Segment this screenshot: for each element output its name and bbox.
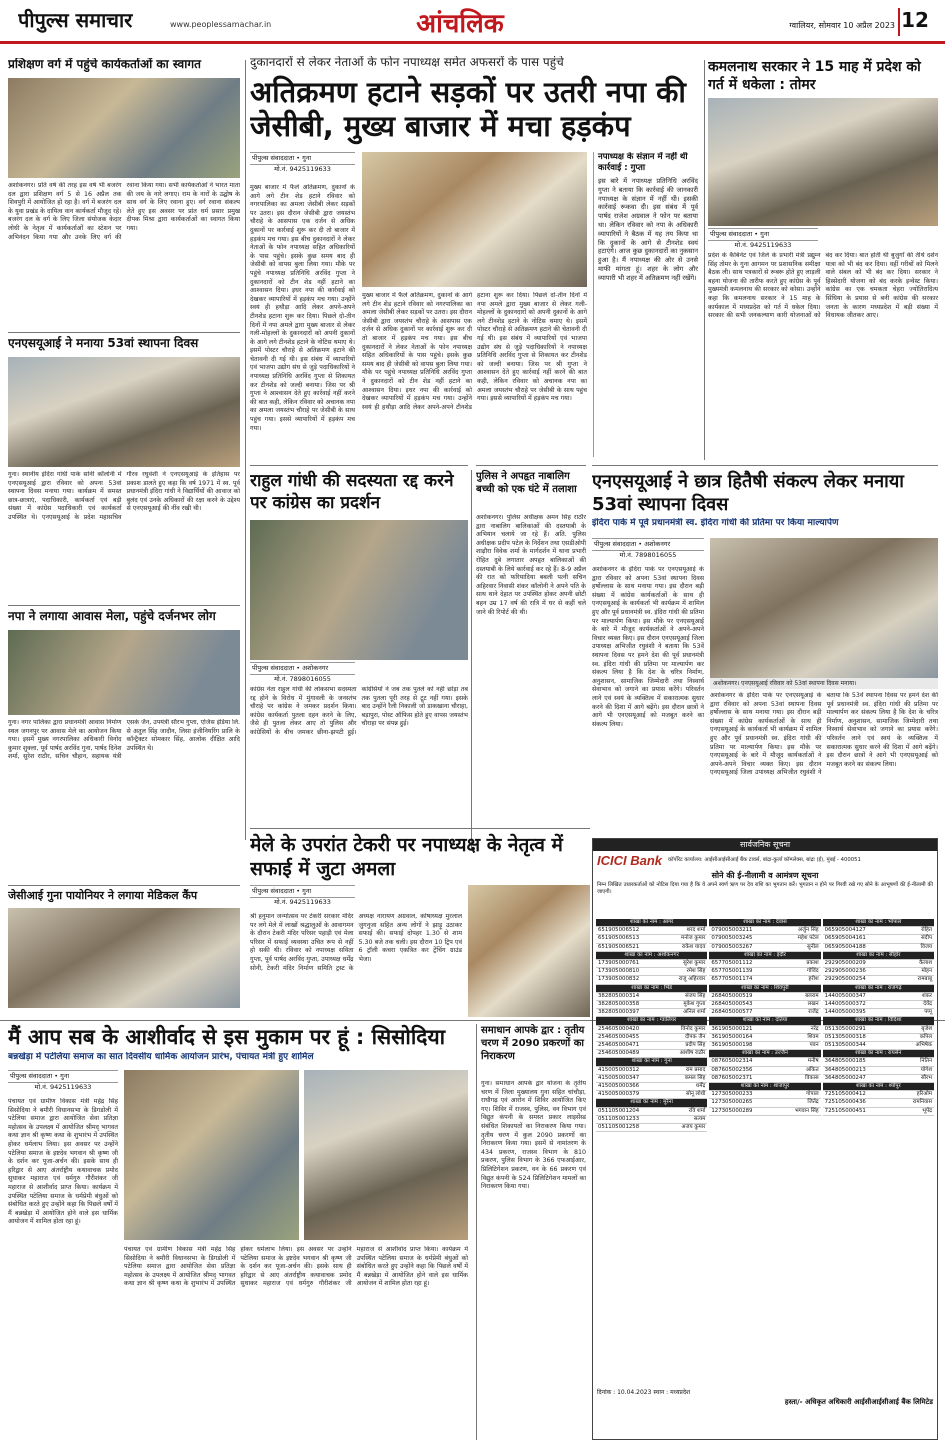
account-number: 651905006512	[598, 927, 640, 934]
borrower-name: मनोज कुमार	[681, 935, 706, 942]
account-number: 051105001233	[598, 1115, 640, 1122]
notice-branch-heading: शाखा का नाम : भिंड	[596, 985, 707, 993]
notice-intro: निम्न लिखित उधारकर्ताओं को नोटिस दिया गया है कि वे अपने स्वर्ण ऋण पर देय राशि का भुगतान करें। भुगतान न होने पर गिरवी रखे गए सोने के आभूषणों की ई-नीलामी की जाएगी।	[597, 882, 933, 895]
notice-row	[709, 1099, 820, 1107]
account-number: 173905000761	[598, 960, 640, 967]
awas-photo	[8, 630, 240, 715]
cleanup-photo	[468, 885, 590, 1017]
protest-photo	[250, 520, 468, 660]
lead-kicker: दुकानदारों से लेकर नेताओं के फोन नपाध्यक्ष समेत अफसरों के पास पहुंचे	[250, 56, 564, 69]
borrower-name: रामबाबू	[917, 976, 932, 983]
borrower-name: रामनिवास	[912, 1099, 932, 1106]
notice-row	[823, 1001, 934, 1009]
notice-row	[709, 944, 820, 952]
icici-notice	[592, 838, 938, 1440]
article-body: श्री हनुमान जन्मोत्सव पर टेकरी सरकार मंदिर पर लगे मेले में लाखों श्रद्धालुओं के आवागमन के दौरान टेकरी मंदिर परिसर पहाड़ी एवं मेला परिसर में सफाई व्यवस्था उचित रूप से नहीं हो सकी थी। रविवार को नपाध्यक्ष सविता गुप्ता, पूर्व पार्षद अरविंद गुप्ता, उपाध्यक्ष धर्मेंद्र सोनी, टेकरी मंदिर निर्माण समिति ट्रस्ट के अध्यक्ष नारायण अग्रवाल, कोषाध्यक्ष मुरलाल जुगनुजा सहित अन्य लोगों ने झाड़ू उठाकर सफाई की। सफाई दोपहर 1.30 से शाम 5.30 बजे तक चली। इस दौरान 10 ट्रिप एवं 6 ट्रॉली कचरा एकत्रित कर ट्रेंचिंग ग्राउंड भेजा।	[250, 913, 462, 972]
borrower-name: दीपक जैन	[685, 1033, 706, 1040]
account-number: 051305000344	[824, 1042, 866, 1049]
article-police	[476, 465, 586, 825]
account-number: 254605000420	[598, 1025, 640, 1032]
article-sisodiya	[8, 1024, 468, 1440]
borrower-name: राम प्रसाद	[685, 1066, 706, 1073]
account-number: 144005000372	[824, 1001, 866, 1008]
account-number: 364805000185	[824, 1058, 866, 1065]
notice-row	[823, 1099, 934, 1107]
headline: एनएसयूआई ने छात्र हितैषी संकल्प लेकर मनाया 53वां स्थापना दिवस	[592, 471, 904, 515]
masthead	[0, 0, 945, 44]
borrower-name: सुरेश कुमार	[683, 960, 706, 967]
mobile: मो.नं. 9425119633	[274, 898, 331, 906]
borrower-name: रमेश सिंह	[686, 968, 706, 975]
byline: पीपुल्स संवाददाता • अशोकनगर	[250, 662, 355, 675]
borrower-name: संदीप	[921, 935, 932, 942]
lead-body-cont: मुख्य बाजार में फैले अतिक्रमण, दुकानों के आगे लगे टीन शेड हटाने रविवार को नगरपालिका का अमला जेसीबी लेकर सड़कों पर उतरा। इस दौरान जेसीबी द्वारा जयस्तंभ चौराहे के आसपास एक दर्जन से अधिक दुकानों पर कार्रवाई शुरू कर दी तो बाजार में हड़कंप मच गया। इस बीच दुकानदारों ने लेकर नेताओं के फोन नपाध्यक्ष सहित अधिकारियों के पास पहुंचे। इसके कुछ समय बाद ही जेसीबी को वापस बुला लिया गया। मौके पर पहुंचे नपाध्यक्ष प्रतिनिधि अरविंद गुप्ता ने दुकानदारों को टीन शेड नहीं हटाने का आश्वासन दिया। इधर नपा की कार्रवाई को देखकर व्यापारियों में हड़कंप मच गया। उन्होंने स्वयं ही हथौड़ा आदि लेकर अपने-अपने टीनशेड हटाना शुरू कर दिया। पिछले दो-तीन दिनों में नपा अमले द्वारा मुख्य बाजार से लेकर गली-मोहल्लों के दुकानदारों को अपनी दुकानों के आगे लगे टीनशेड हटाने के नोटिस थमाए थे। इसमें पोस्टर चौराहे से अतिक्रमण हटाने की चेतावनी दी गई थी। इस संबंध में व्यापारियों एवं भाजपा उद्योग संघ से जुड़े पदाधिकारियों ने नपाध्यक्ष प्रतिनिधि अरविंद गुप्ता से शिकायत कर टीनशेड को जल्दी बनाया। जिस पर श्री गुप्ता ने आश्वासन देते हुए कार्रवाई नहीं करने की बात कही, लेकिन रविवार को अचानक नपा का अमला जयस्तंभ चौराहे पर जेसीबी के साथ पहुंच गया। इससे व्यापारियों में हड़कंप मच गया।	[362, 292, 587, 411]
notice-column-2	[709, 919, 820, 1385]
notice-row	[709, 1108, 820, 1116]
notice-row	[709, 993, 820, 1001]
borrower-name: रवि शर्मा	[688, 1107, 706, 1114]
icici-logo: ICICI Bank	[597, 853, 663, 868]
borrower-name: सोनू लोधी	[685, 1091, 706, 1098]
notice-row	[596, 1034, 707, 1042]
article-samadhan	[476, 1024, 586, 1440]
account-number: 364805000213	[824, 1066, 866, 1073]
notice-branch-heading: शाखा का नाम : रायसेन	[823, 1050, 934, 1058]
notice-row	[709, 1058, 820, 1066]
account-number: 382805000397	[598, 1009, 640, 1016]
sisodiya-photo-1	[124, 1070, 299, 1240]
page-number: 12	[898, 8, 930, 36]
notice-row	[596, 1108, 707, 1116]
notice-row	[709, 935, 820, 943]
borrower-name: भूपेंद्र	[922, 1107, 932, 1114]
notice-branch-heading: शाखा का नाम : आगर	[596, 919, 707, 927]
borrower-name: सुनील	[806, 943, 819, 950]
nsui-ashoknagar-photo	[710, 538, 938, 678]
notice-row	[709, 1075, 820, 1083]
notice-row	[823, 1058, 934, 1066]
account-number: 079005003267	[711, 943, 753, 950]
notice-row	[596, 1075, 707, 1083]
sidebar-body: इस बारे में नपाध्यक्ष प्रतिनिधि अरविंद गुप्ता ने बताया कि कार्रवाई की जानकारी नपाध्यक्ष के संज्ञान में नहीं थी। इसकी कार्रवाई रूकवा दी। इस संबंध में पूर्व पार्षद राजेश अग्रवाल ने फोन पर बताया था। लेकिन रविवार को नपा के अधिकारी व्यापारियों ने बैठक में यह तय किया था कि दुकानों के आगे से टीनशेड स्वयं हटाएंगे। आज कुछ दुकानदारों का नुकसान हुआ है। मैं नपाध्यक्ष की ओर से उनसे माफी मांगता हूं। शहर के लोग और व्यापारी भी शहर में अतिक्रमण नहीं रखेंगे।	[598, 177, 698, 282]
headline: जेसीआई गुना पायोनियर ने लगाया मेडिकल कैंप	[8, 889, 198, 902]
notice-row	[596, 1001, 707, 1009]
borrower-name: मुकेश गुप्ता	[683, 1001, 706, 1008]
article-body-cont: पंचायत एवं ग्रामीण विकास मंत्री महेंद्र सिंह सिसोदिया ने बमौरी विधानसभा के डिगडोली में पटेलिया समाज द्वारा आयोजित सेवा प्रतिज्ञा महोत्सव के उपलक्ष्य में आयोजित श्रीमद् भागवत कथा ज्ञान श्री कृष्ण कथा के शुभारंभ में उपस्थित होकर धर्मलाभ लिया। इस अवसर पर उन्होंने पटेलिया समाज के इष्टदेव भगवान श्री कृष्ण जी के दर्शन कर पूजा-अर्चन की। इसके साथ ही हरिद्वार से आए अंतर्राष्ट्रीय कथावाचक प्रमोद सुधाकर महाराज एवं धर्मगुरु गौरीशंकर जी महाराज से आशीर्वाद प्राप्त किया। कार्यक्रम में उपस्थित पटेलिया समाज के धर्मप्रेमी बंधुओं को संबोधित करते हुए उन्होंने कहा कि पिछले वर्षों में मैं बन्नखेड़ा में आयोजित होने वाले इस धार्मिक आयोजन में शामिल होता रहा हूं।	[124, 1246, 468, 1288]
article-body: गुना। समाधान आपके द्वार योजना के तृतीय चरण में जिला मुख्यालय गुना सहित चांचौड़ा, राघौगढ़ एवं आरोन में शिविर आयोजित किए गए। शिविर में राजस्व, पुलिस, वन विभाग एवं विद्युत कंपनी के समस्त प्रकार लाइसेंस्ड संबंधित शिकायतों का निराकरण किया गया। तृतीय चरण में कुल 2090 प्रकरणों का निराकरण किया गया। इसमें से नामांतरण के 434 प्रकरण, राजस्व विभाग के 810 प्रकरण, पुलिस विभाग के 366 एफआईआर, प्रिलिटिगेशन प्रकरण, वन के 66 प्रकरण एवं विद्युत कंपनी के 524 प्रिलिटिगेशन मामलों का निराकरण किया गया।	[481, 1080, 586, 1191]
borrower-name: मोहन	[921, 968, 932, 975]
borrower-name: नितिन	[920, 1058, 932, 1065]
article-tomar	[708, 58, 938, 458]
notice-row	[596, 944, 707, 952]
notice-branch-heading: शाखा का नाम : मुरैना	[596, 1099, 707, 1107]
borrower-name: गोपाल	[806, 1091, 819, 1098]
account-number: 725105000436	[824, 1099, 866, 1106]
account-number: 127305000265	[711, 1099, 753, 1106]
headline: नपा ने लगाया आवास मेला, पहुंचे दर्जनभर लोग	[8, 609, 216, 623]
account-number: 254605000455	[598, 1033, 640, 1040]
account-number: 173905000832	[598, 976, 640, 983]
notice-column-1	[596, 919, 707, 1385]
dateline: ग्वालियर, सोमवार 10 अप्रैल 2023	[789, 21, 895, 30]
account-number: 087605002356	[711, 1066, 753, 1073]
account-number: 415005000312	[598, 1066, 640, 1073]
account-number: 382805000314	[598, 992, 640, 999]
borrower-name: विजय	[920, 943, 932, 950]
notice-row	[823, 1026, 934, 1034]
account-number: 657705001139	[711, 968, 753, 975]
notice-row	[823, 927, 934, 935]
notice-title: सोने की ई-नीलामी व आमंत्रण सूचना	[711, 871, 819, 880]
notice-footer: दिनांक : 10.04.2023 स्थान : मध्यप्रदेश	[597, 1389, 691, 1396]
account-number: 127305000233	[711, 1091, 753, 1098]
headline: राहुल गांधी की सदस्यता रद्द करने पर कांग्रेस का प्रदर्शन	[250, 471, 454, 513]
borrower-name: प्रदीप सिंह	[685, 1042, 706, 1049]
borrower-name: पप्पू	[924, 1009, 932, 1016]
borrower-name: बृजेश	[921, 1025, 932, 1032]
article-rahul-protest	[250, 465, 468, 825]
account-number: 292905000209	[824, 960, 866, 967]
account-number: 268405000543	[711, 1001, 753, 1008]
notice-row	[823, 960, 934, 968]
headline: कमलनाथ सरकार ने 15 माह में प्रदेश को गर्त में धकेला : तोमर	[708, 59, 921, 93]
notice-row	[596, 976, 707, 984]
borrower-name: कमल सिंह	[684, 1074, 706, 1081]
borrower-name: राकेश यादव	[681, 943, 706, 950]
subhead: इंदिरा पार्क में पूर्व प्रधानमंत्री स्व. इंदिरा गांधी की प्रतिमा पर किया माल्यार्पण	[592, 518, 839, 528]
notice-branch-heading: शाखा का नाम : भोपाल	[823, 919, 934, 927]
borrower-name: देवेंद्र	[923, 1001, 932, 1008]
account-number: 651905006521	[598, 943, 640, 950]
account-number: 292905000236	[824, 968, 866, 975]
borrower-name: प्रकाश	[806, 960, 819, 967]
notice-branch-heading: शाखा का नाम : राजगढ़	[823, 985, 934, 993]
article-body: अशोकनगर। पुलिस अधीक्षक अमन सिंह राठौर द्वारा नाबालिग बालिकाओं की दस्तयाबी के अभियान चलाये जा रहे हैं। अति. पुलिस अधीक्षक प्रदीप पटेल के निर्देशन तथा एसडीओपी शाढ़ौरा विवेक शर्मा के मार्गदर्शन में थाना प्रभारी रोहित दुबे लगातार अपहृत बालिकाओं की दस्तयाबी के लिये कार्रवाई कर रहे हैं। 8-9 अप्रैल की रात को फरियादिया बबली पत्नी सचिन अहिरवार निवासी शंकर कॉलोनी ने अपने पति के साथ थाने देहात पर उपस्थित होकर अपनी छोटी बहन उम्र 17 वर्ष की रात्रि में घर से कहीं चले जाने की रिपोर्ट की थी।	[476, 514, 586, 616]
account-number: 254605000489	[598, 1050, 640, 1057]
notice-row	[709, 1026, 820, 1034]
notice-row	[709, 1067, 820, 1075]
borrower-name: शिवम	[807, 1033, 819, 1040]
account-number: 415005000379	[598, 1091, 640, 1098]
notice-row	[823, 935, 934, 943]
notice-signature: हस्ता/- अधिकृत अधिकारी आईसीआईसीआई बैंक लिमिटेड	[784, 1398, 933, 1406]
notice-row	[596, 1026, 707, 1034]
borrower-name: विकास	[805, 1074, 819, 1081]
lead-sidebar	[593, 152, 698, 457]
account-number: 144005000347	[824, 992, 866, 999]
headline: एनएसयूआई ने मनाया 53वां स्थापना दिवस	[8, 336, 199, 350]
headline: मैं आप सब के आशीर्वाद से इस मुकाम पर हूं : सिसोदिया	[8, 1025, 446, 1049]
sisodiya-photo-2	[304, 1070, 468, 1240]
lead-byline-block	[250, 152, 355, 182]
training-photo	[8, 78, 240, 178]
jcb-photo	[362, 152, 587, 287]
article-body: अशोकनगर के इंदिरा पार्क पर एनएसयूआई के द्वारा रविवार को अपना 53वां स्थापना दिवस हर्षोल्लास के साथ मनाया गया। इस दौरान बड़ी संख्या में कांग्रेस कार्यकर्ताओं के साथ ही एनएसयूआई के कार्यकर्ता भी कार्यक्रम में शामिल हुए और पूर्व प्रधानमंत्री स्व. इंदिरा गांधी की प्रतिमा पर माल्यार्पण किया। इस मौके पर एनएसयूआई के बारे में मौजूद कार्यकर्ताओं ने अपने-अपने विचार व्यक्त किए। इस दौरान एनएसयूआई जिला उपाध्यक्ष अभिजीत रघुवंशी ने बताया कि 53वें स्थापना दिवस पर हमने देश की पूर्व प्रधानमंत्री स्व. इंदिरा गांधी की प्रतिमा पर माल्यार्पण कर संकल्प लिया है कि देश के चरित्र निर्माण, अनुशासन, सामाजिक जिम्मेदारी तथा निस्वार्थ सेवाभाव को जगाने का प्रयास करेंगे। परिवर्तन लाने एवं स्वयं के व्यक्तित्व में सकारात्मक सुधार करने की दिशा में आगे बढ़ेंगे। इस दौरान छात्रों ने आगे भी एनएसयूआई को मजबूत करने का संकल्प लिया।	[592, 566, 704, 728]
notice-row	[596, 1124, 707, 1132]
account-number: 361905000121	[711, 1025, 753, 1032]
nsui-photo	[8, 357, 240, 467]
borrower-name: पवन	[809, 1042, 819, 1049]
article-jci-camp	[8, 885, 240, 1015]
account-number: 382805000358	[598, 1001, 640, 1008]
account-number: 087605002314	[711, 1058, 753, 1065]
notice-row	[709, 1034, 820, 1042]
article-training	[8, 58, 240, 328]
subhead: बन्नखेड़ा में पटेलिया समाज का सात दिवसीय धार्मिक आयोजन प्रारंभ, पंचायत मंत्री हुए शामिल	[8, 1052, 314, 1062]
notice-column-3	[823, 919, 934, 1385]
borrower-name: योगेश	[920, 1066, 932, 1073]
mobile: मो.नं. 9425119633	[734, 241, 792, 249]
borrower-name: कपिल	[919, 1033, 932, 1040]
lead-story	[250, 56, 700, 461]
article-body: अशोकनगर। प्रति वर्ष की तरह इस वर्ष भी बजरंग दल द्वारा प्रशिक्षण वर्ग 5 से 16 अप्रैल तक शिवपुरी में आयोजित हो रहा है। वर्ग में बजरंग दल के युवा प्रखंड के दायित्व वान कार्यकर्ता मौजूद रहे। बजरंग दल के वर्ग के लिए जिला संयोजक केदार लोधी के नेतृत्व में कार्यकर्ताओं का स्टेशन पर अभिनंदन किया गया और उनके लिए वर्ग की रवाना किया गया। सभी कार्यकर्ताओं ने भारत माता की जय के नारे लगाए। राम के नारों के उद्घोष के साथ वर्ग के लिए रवाना हुए। वर्ग रवाना संकल्प लेते हुए इस अवसर पर प्रांत धर्म प्रसार प्रमुख दीपक मिश्रा द्वारा कार्यकर्ताओं का स्वागत किया गया।	[8, 182, 240, 241]
borrower-name: मनीष	[807, 1058, 819, 1065]
headline: पुलिस ने अपहृत नाबालिग बच्ची को एक घंटे में तलाशा	[476, 471, 577, 495]
account-number: 079005003245	[711, 935, 753, 942]
borrower-name: विनोद कुमार	[681, 1025, 706, 1032]
account-number: 254605000471	[598, 1042, 640, 1049]
borrower-name: अजय कुमार	[681, 1124, 706, 1131]
notice-row	[709, 976, 820, 984]
bank-address: कॉर्पोरेट कार्यालय: आईसीआईसीआई बैंक टावर्स, बांद्रा-कुर्ला कॉम्प्लेक्स, बांद्रा (ई), मुंबई - 400051	[668, 857, 861, 863]
article-nsui-ashoknagar	[592, 465, 938, 835]
mobile: मो.नं. 7898016055	[274, 675, 331, 683]
account-number: 651905006513	[598, 935, 640, 942]
article-nsui-guna	[8, 332, 240, 602]
borrower-name: राजेंद्र	[808, 1009, 819, 1016]
notice-branch-heading: शाखा का नाम : शाजापुर	[709, 1083, 820, 1091]
account-number: 415005000366	[598, 1083, 640, 1090]
borrower-name: धर्मेंद्र	[695, 1083, 706, 1090]
notice-row	[596, 993, 707, 1001]
borrower-name: संजय सिंह	[684, 992, 706, 999]
borrower-name: नरेंद्र	[810, 1025, 819, 1032]
account-number: 361905000198	[711, 1042, 753, 1049]
notice-row	[823, 1034, 934, 1042]
account-number: 065905004161	[824, 935, 866, 942]
account-number: 725105000412	[824, 1091, 866, 1098]
article-awas-mela	[8, 605, 240, 880]
mobile: मो.नं. 9425119633	[274, 165, 331, 173]
lead-headline: अतिक्रमण हटाने सड़कों पर उतरी नपा की जेसीबी, मुख्य बाजार में मचा हड़कंप	[250, 75, 686, 143]
account-number: 292905000254	[824, 976, 866, 983]
borrower-name: कैलाश	[919, 960, 932, 967]
notice-row	[596, 1050, 707, 1058]
notice-row	[823, 944, 934, 952]
account-number: 725105000451	[824, 1107, 866, 1114]
borrower-name: आशीष राठौर	[679, 1050, 706, 1057]
notice-row	[709, 968, 820, 976]
notice-row	[823, 1108, 934, 1116]
notice-row	[596, 935, 707, 943]
notice-branch-heading: शाखा का नाम : सीहोर	[823, 952, 934, 960]
byline: पीपुल्स संवाददाता • गुना	[250, 885, 355, 898]
article-body: कांग्रेस नेता राहुल गांधी की लोकसभा सदस्यता रद्द होने के विरोध में मुंगावली के जनस्तंभ चौराहे पर कांग्रेस ने जमकर प्रदर्शन किया। कांग्रेस कार्यकर्ता पुतला दहन करने के लिए, जैसे ही पुतला लेकर आए तो पुलिस और कांग्रेसियों के बीच जमकर छीना-झपटी हुई। कांग्रेसियों ने जब तक पुतले को नहीं छोड़ा तब तक पुतला पूरी तरह से टूट नहीं गया। इसके बाद उन्होंने रैली निकाली जो डाकखाना चौराहा, बड़ापुरा, पोस्ट ऑफिस होते हुए वापस जयस्तंभ चौराहा पर संपन्न हुई।	[250, 686, 468, 736]
notice-branch-heading: शाखा का नाम : इंदौर	[709, 952, 820, 960]
headline: समाधान आपके द्वार : तृतीय चरण में 2090 प्रकरणों का निराकरण	[481, 1025, 585, 1062]
lead-body: मुख्य बाजार में फैले अतिक्रमण, दुकानों के आगे लगे टीन शेड हटाने रविवार को नगरपालिका का अमला जेसीबी लेकर सड़कों पर उतरा। इस दौरान जेसीबी द्वारा जयस्तंभ चौराहे के आसपास एक दर्जन से अधिक दुकानों पर कार्रवाई शुरू कर दी तो बाजार में हड़कंप मच गया। इस बीच दुकानदारों ने लेकर नेताओं के फोन नपाध्यक्ष सहित अधिकारियों के पास पहुंचे। इसके कुछ समय बाद ही जेसीबी को वापस बुला लिया गया। मौके पर पहुंचे नपाध्यक्ष प्रतिनिधि अरविंद गुप्ता ने दुकानदारों को टीन शेड नहीं हटाने का आश्वासन दिया। इधर नपा की कार्रवाई को देखकर व्यापारियों में हड़कंप मच गया। उन्होंने स्वयं ही हथौड़ा आदि लेकर अपने-अपने टीनशेड हटाना शुरू कर दिया। पिछले दो-तीन दिनों में नपा अमले द्वारा मुख्य बाजार से लेकर गली-मोहल्लों के दुकानदारों को अपनी दुकानों के आगे लगे टीनशेड हटाने के नोटिस थमाए थे। इसमें पोस्टर चौराहे से अतिक्रमण हटाने की चेतावनी दी गई थी। इस संबंध में व्यापारियों एवं भाजपा उद्योग संघ से जुड़े पदाधिकारियों ने नपाध्यक्ष प्रतिनिधि अरविंद गुप्ता से शिकायत कर टीनशेड को जल्दी बनाया। जिस पर श्री गुप्ता ने आश्वासन देते हुए कार्रवाई नहीं करने की बात कही, लेकिन रविवार को अचानक नपा का अमला जयस्तंभ चौराहे पर जेसीबी के साथ पहुंच गया। इससे व्यापारियों में हड़कंप मच गया।	[250, 184, 355, 432]
article-body: प्रदेश के कैबिनेट एवं जिले के प्रभारी मंत्री प्रद्युम्न सिंह तोमर के गुना आगमन पर प्रशासनिक समीक्षा बैठक ली। साथ पत्रकारों से रूबरू होते हुए लाड़ली बहना योजना की तारीफ करते हुए कांग्रेस के पूर्व मुख्यमंत्री कमलनाथ की सरकार को कोसा। उन्होंने कहा कि कमलनाथ सरकार ने 15 माह के कार्यकाल में मध्यप्रदेश को गर्त में धकेल दिया। सरकार की सभी जनकल्याण कारी योजनाओं को बंद कर दिया। बात होती थी बुजुर्गों की तीर्थ दर्शन यात्रा को भी बंद कर दिया। वहीं गरीबों को मिलने वाले संबल को भी बंद कर दिया। सरकार ने हिस्सेदारी योजना को बंद करके इन्वेस्ट किया। कांग्रेस का एक चमकता चेहरा ज्योतिरादित्य सिंधिया के प्रयास से बनी कांग्रेस की सरकार जनता के कारण मध्यप्रदेश में बड़ी संख्या में विधायक जीतकर आए।	[708, 252, 938, 320]
notice-branch-heading: शाखा का नाम : ग्वालियर	[596, 1017, 707, 1025]
borrower-name: रोहित	[921, 927, 932, 934]
account-number: 657705001112	[711, 960, 753, 967]
article-mela-cleanup	[250, 828, 590, 1018]
photo-caption: अशोकनगर। एनएसयूआई रविवार को 53वां स्थापना दिवस मनाया।	[710, 678, 938, 689]
borrower-name: सौरभ	[920, 1074, 932, 1081]
website-url[interactable]: www.peoplessamachar.in	[170, 20, 272, 29]
account-number: 361905000164	[711, 1033, 753, 1040]
borrower-name: अंकित	[805, 1066, 819, 1073]
article-body: गुना। नगर पालिका द्वारा प्रधानमंत्री आवास निर्माण स्थल जगनपुर पर आवास मेले का आयोजन किया गया। इसमें मुख्य नगरपालिका अधिकारी विनोद कुमार शुक्ला, पूर्व पार्षद अरविंद गुना, पार्षद दिनेश शर्मा, सुरेश राठौर, सचिन चौहान, सहायक यंत्री एसके जैन, उपयंत्री सौरभ गुप्ता, एजिस इंडिया लि. से अतुल सिंह जादौन, लिसा इंजीनियरिंग प्रालि के कॉन्ट्रैक्टर सोमकार सिंह, आलोक दीक्षित आदि उपस्थित थे।	[8, 719, 240, 761]
notice-row	[596, 1067, 707, 1075]
account-number: 065905004188	[824, 943, 866, 950]
sidebar-title: नपाध्यक्ष के संज्ञान में नहीं थी कार्रवाई : गुप्ता	[598, 152, 688, 173]
article-body-cont: अशोकनगर के इंदिरा पार्क पर एनएसयूआई के द्वारा रविवार को अपना 53वां स्थापना दिवस हर्षोल्लास के साथ मनाया गया। इस दौरान बड़ी संख्या में कांग्रेस कार्यकर्ताओं के साथ ही एनएसयूआई के कार्यकर्ता भी कार्यक्रम में शामिल हुए और पूर्व प्रधानमंत्री स्व. इंदिरा गांधी की प्रतिमा पर माल्यार्पण किया। इस मौके पर एनएसयूआई के बारे में मौजूद कार्यकर्ताओं ने अपने-अपने विचार व्यक्त किए। इस दौरान एनएसयूआई जिला उपाध्यक्ष अभिजीत रघुवंशी ने बताया कि 53वें स्थापना दिवस पर हमने देश की पूर्व प्रधानमंत्री स्व. इंदिरा गांधी की प्रतिमा पर माल्यार्पण कर संकल्प लिया है कि देश के चरित्र निर्माण, अनुशासन, सामाजिक जिम्मेदारी तथा निस्वार्थ सेवाभाव को जगाने का प्रयास करेंगे। परिवर्तन लाने एवं स्वयं के व्यक्तित्व में सकारात्मक सुधार करने की दिशा में आगे बढ़ेंगे। इस दौरान छात्रों ने आगे भी एनएसयूआई को मजबूत करने का संकल्प लिया।	[710, 692, 938, 777]
borrower-name: महेश पटेल	[797, 935, 819, 942]
notice-header: सार्वजनिक सूचना	[593, 839, 937, 851]
borrower-name: अर्जुन सिंह	[797, 927, 819, 934]
notice-row	[709, 1091, 820, 1099]
byline: पीपुल्स संवाददाता • अशोकनगर	[592, 538, 704, 551]
notice-row	[823, 1067, 934, 1075]
headline: मेले के उपरांत टेकरी पर नपाध्यक्ष के नेतृत्व में सफाई में जुटा अमला	[250, 834, 563, 880]
notice-branch-heading: शाखा का नाम : उज्जैन	[709, 1050, 820, 1058]
account-number: 268405000519	[711, 992, 753, 999]
account-number: 268405000577	[711, 1009, 753, 1016]
notice-row	[596, 960, 707, 968]
jci-photo	[8, 908, 240, 1008]
account-number: 173905000810	[598, 968, 640, 975]
account-number: 079005003211	[711, 927, 753, 934]
brand-logo: पीपुल्स समाचार	[18, 8, 133, 32]
mobile: मो.नं. 9425119633	[34, 1083, 92, 1091]
notice-row	[823, 993, 934, 1001]
notice-branch-heading: शाखा का नाम : अशोकनगर	[596, 952, 707, 960]
borrower-name: अभिषेक	[915, 1042, 932, 1049]
account-number: 144005000395	[824, 1009, 866, 1016]
article-body: गुना। स्थानीय इंदिरा गांधी पार्क सोनी कॉलोनी में एनएसयूआई द्वारा रविवार को अपना 53वां स्थापना दिवस मनाया गया। कार्यक्रम में समस्त छात्र-छात्राएं, पदाधिकारी, कार्यकर्ता एवं बड़ी संख्या में कांग्रेस पदाधिकारी एवं कार्यकर्ता उपस्थित थे। एनएसयूआई के प्रदेश महासचिव गौरव रघुवंशी ने एनएसयूआई के इतिहास पर प्रकाश डालते हुए कहा कि वर्ष 1971 में स्व. पूर्व प्रधानमंत्री इंदिरा गांधी ने विद्यार्थियों की आवाज को बुलंद एवं उनके अधिकारों की रक्षा करने के उद्देश्य से एनएसयूआई की नींव रखी थी।	[8, 471, 240, 521]
borrower-name: शंकर	[921, 992, 932, 999]
notice-branch-heading: शाखा का नाम : गुना	[596, 1058, 707, 1066]
account-number: 065905004127	[824, 927, 866, 934]
account-number: 364805000247	[824, 1074, 866, 1081]
account-number: 127305000289	[711, 1107, 753, 1114]
borrower-name: गोविंद	[806, 968, 819, 975]
notice-branch-heading: शाखा का नाम : शिवपुरी	[709, 985, 820, 993]
byline: पीपुल्स संवाददाता • गुना	[8, 1070, 118, 1083]
borrower-name: राजू अहिरवार	[678, 976, 706, 983]
borrower-name: बलराम	[805, 992, 819, 999]
account-number: 051105001204	[598, 1107, 640, 1114]
notice-row	[709, 1001, 820, 1009]
account-number: 087605002371	[711, 1074, 753, 1081]
article-body: पंचायत एवं ग्रामीण विकास मंत्री महेंद्र सिंह सिसोदिया ने बमौरी विधानसभा के डिगडोली में पटेलिया समाज द्वारा आयोजित सेवा प्रतिज्ञा महोत्सव के उपलक्ष्य में आयोजित श्रीमद् भागवत कथा ज्ञान श्री कृष्ण कथा के शुभारंभ में उपस्थित होकर धर्मलाभ लिया। इस अवसर पर उन्होंने पटेलिया समाज के इष्टदेव भगवान श्री कृष्ण जी के दर्शन कर पूजा-अर्चन की। इसके साथ ही हरिद्वार से आए अंतर्राष्ट्रीय कथावाचक प्रमोद सुधाकर महाराज एवं धर्मगुरु गौरीशंकर जी महाराज से आशीर्वाद प्राप्त किया। कार्यक्रम में उपस्थित पटेलिया समाज के धर्मप्रेमी बंधुओं को संबोधित करते हुए उन्होंने कहा कि पिछले वर्षों में मैं बन्नखेड़ा में आयोजित होने वाले इस धार्मिक आयोजन में शामिल होता रहा हूं।	[8, 1098, 118, 1226]
borrower-name: शरद शर्मा	[686, 927, 706, 934]
headline: प्रशिक्षण वर्ग में पहुंचे कार्यकर्ताओं का स्वागत	[8, 58, 201, 71]
notice-branch-heading: शाखा का नाम : दतिया	[709, 1017, 820, 1025]
account-number: 415005000347	[598, 1074, 640, 1081]
account-number: 657705001174	[711, 976, 753, 983]
mobile: मो.नं. 7898016055	[619, 551, 677, 559]
tomar-photo	[708, 98, 938, 226]
borrower-name: हरीश	[808, 976, 819, 983]
borrower-name: जितेंद्र	[807, 1099, 819, 1106]
notice-branch-heading: शाखा का नाम : श्योपुर	[823, 1083, 934, 1091]
borrower-name: अनिल शर्मा	[683, 1009, 706, 1016]
account-number: 051305000318	[824, 1033, 866, 1040]
byline: पीपुल्स संवाददाता • गुना	[250, 152, 355, 165]
notice-row	[823, 968, 934, 976]
notice-table	[593, 917, 937, 1387]
notice-row	[823, 1075, 934, 1083]
section-title: आंचलिक	[416, 9, 504, 38]
borrower-name: भगवान सिंह	[794, 1107, 819, 1114]
account-number: 051305000291	[824, 1025, 866, 1032]
borrower-name: सत्यम	[693, 1115, 706, 1122]
notice-row	[596, 1116, 707, 1124]
notice-branch-heading: शाखा का नाम : विदिशा	[823, 1017, 934, 1025]
account-number: 051105001258	[598, 1124, 640, 1131]
byline: पीपुल्स संवाददाता • गुना	[708, 228, 818, 241]
borrower-name: हरिओम	[916, 1091, 932, 1098]
notice-row	[709, 960, 820, 968]
borrower-name: लखन	[807, 1001, 819, 1008]
notice-branch-heading: शाखा का नाम : देवास	[709, 919, 820, 927]
notice-row	[823, 976, 934, 984]
